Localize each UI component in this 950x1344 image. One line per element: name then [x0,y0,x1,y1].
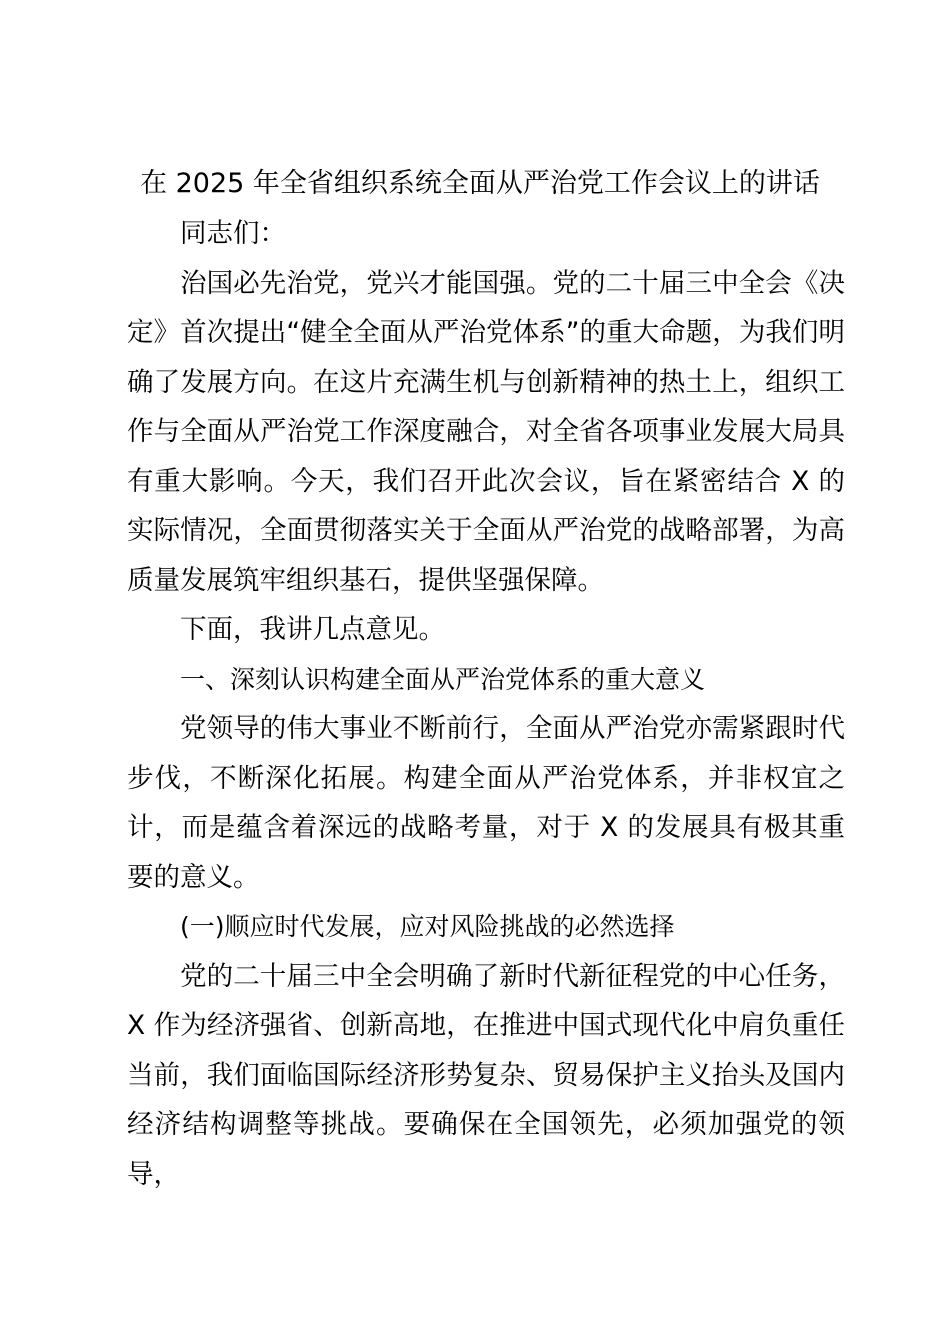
paragraph-intro: 治国必先治党，党兴才能国强。党的二十届三中全会《决定》首次提出“健全全面从严治党体系”的重大命题，为我们明确了发展方向。在这片充满生机与创新精神的热土上，组织工作与全面从严治党工作深度融合，对全省各项事业发展大局具有重大影响。今天，我们召开此次会议，旨在紧密结合 X 的实际情况，全面贯彻落实关于全面从严治党的战略部署，为高质量发展筑牢组织基石，提供坚强保障。 [127,267,845,596]
salutation: 同志们： [180,218,286,249]
subsection-heading-1: (一)顺应时代发展，应对风险挑战的必然选择 [180,912,675,941]
paragraph-section-1: 党领导的伟大事业不断前行，全面从严治党亦需紧跟时代步伐，不断深化拓展。构建全面从严治党体系，并非权宜之计，而是蕴含着深远的战略考量，对于 X 的发展具有极其重要的意义。 [127,713,845,893]
section-heading-1: 一、深刻认识构建全面从严治党体系的重大意义 [180,664,706,694]
paragraph-transition: 下面，我讲几点意见。 [180,614,445,645]
document-body [127,209,845,1199]
document-title: 在 2025 年全省组织系统全面从严治党工作会议上的讲话 [140,168,820,199]
paragraph-subsection-1: 党的二十届三中全会明确了新时代新征程党的中心任务，X 作为经济强省、创新高地，在推进中国式现代化中肩负重任当前，我们面临国际经济形势复杂、贸易保护主义抬头及国内经济结构调整等挑战。要确保在全国领先，必须加强党的领导， [127,960,845,1190]
